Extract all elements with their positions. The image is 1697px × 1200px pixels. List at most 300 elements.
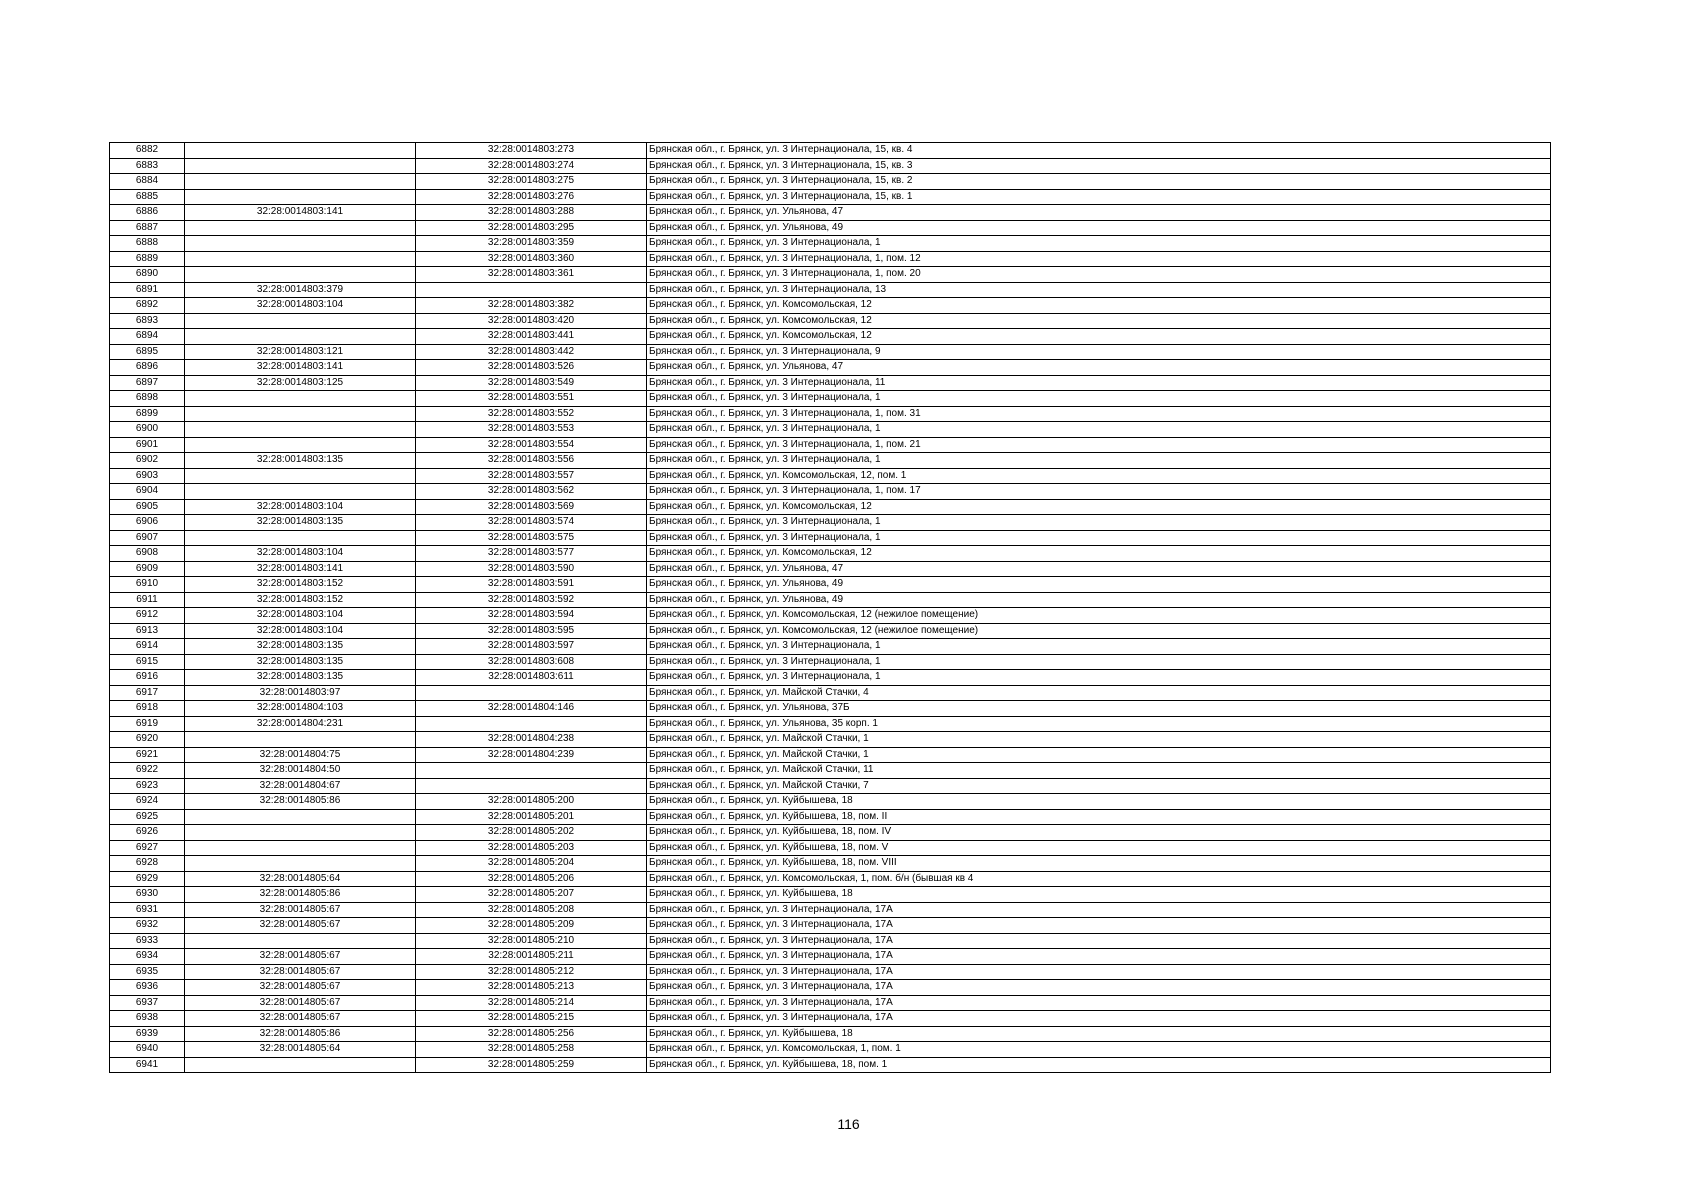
- row-number-cell: 6941: [110, 1057, 185, 1073]
- row-number-cell: 6894: [110, 329, 185, 345]
- row-number-cell: 6885: [110, 189, 185, 205]
- cadastral-number-cell: 32:28:0014803:592: [416, 592, 647, 608]
- row-number-cell: 6896: [110, 360, 185, 376]
- table-row: [110, 174, 1551, 190]
- row-number-cell: 6887: [110, 220, 185, 236]
- table-row: [110, 608, 1551, 624]
- parent-cadastral-cell: [185, 825, 416, 841]
- cadastral-number-cell: 32:28:0014803:552: [416, 406, 647, 422]
- row-number-cell: 6915: [110, 654, 185, 670]
- cadastral-number-cell: 32:28:0014803:275: [416, 174, 647, 190]
- address-cell: Брянская обл., г. Брянск, ул. Комсомольская, 12 (нежилое помещение): [647, 608, 1551, 624]
- row-number-cell: 6900: [110, 422, 185, 438]
- table-row: [110, 406, 1551, 422]
- row-number-cell: 6916: [110, 670, 185, 686]
- parent-cadastral-cell: 32:28:0014803:97: [185, 685, 416, 701]
- parent-cadastral-cell: 32:28:0014803:104: [185, 623, 416, 639]
- cadastral-number-cell: 32:28:0014805:215: [416, 1011, 647, 1027]
- cadastral-number-cell: 32:28:0014805:258: [416, 1042, 647, 1058]
- row-number-cell: 6927: [110, 840, 185, 856]
- table-row: [110, 1011, 1551, 1027]
- table-row: [110, 546, 1551, 562]
- row-number-cell: 6901: [110, 437, 185, 453]
- address-cell: Брянская обл., г. Брянск, ул. Майской Стачки, 11: [647, 763, 1551, 779]
- table-row: [110, 654, 1551, 670]
- address-cell: Брянская обл., г. Брянск, ул. 3 Интернационала, 15, кв. 4: [647, 143, 1551, 159]
- row-number-cell: 6934: [110, 949, 185, 965]
- row-number-cell: 6883: [110, 158, 185, 174]
- address-cell: Брянская обл., г. Брянск, ул. 3 Интернационала, 15, кв. 2: [647, 174, 1551, 190]
- address-cell: Брянская обл., г. Брянск, ул. 3 Интернационала, 15, кв. 1: [647, 189, 1551, 205]
- row-number-cell: 6918: [110, 701, 185, 717]
- parent-cadastral-cell: [185, 1057, 416, 1073]
- address-cell: Брянская обл., г. Брянск, ул. 3 Интернационала, 17А: [647, 933, 1551, 949]
- row-number-cell: 6931: [110, 902, 185, 918]
- row-number-cell: 6884: [110, 174, 185, 190]
- address-cell: Брянская обл., г. Брянск, ул. Майской Стачки, 4: [647, 685, 1551, 701]
- cadastral-number-cell: 32:28:0014803:549: [416, 375, 647, 391]
- page-number: 116: [837, 1116, 860, 1132]
- address-cell: Брянская обл., г. Брянск, ул. 3 Интернационала, 1: [647, 654, 1551, 670]
- parent-cadastral-cell: [185, 840, 416, 856]
- parent-cadastral-cell: [185, 391, 416, 407]
- cadastral-number-cell: 32:28:0014805:256: [416, 1026, 647, 1042]
- row-number-cell: 6940: [110, 1042, 185, 1058]
- address-cell: Брянская обл., г. Брянск, ул. Майской Стачки, 1: [647, 747, 1551, 763]
- table-row: [110, 670, 1551, 686]
- parent-cadastral-cell: 32:28:0014804:67: [185, 778, 416, 794]
- table-row: [110, 856, 1551, 872]
- table-row: [110, 468, 1551, 484]
- cadastral-number-cell: 32:28:0014803:361: [416, 267, 647, 283]
- parent-cadastral-cell: 32:28:0014803:152: [185, 592, 416, 608]
- row-number-cell: 6936: [110, 980, 185, 996]
- cadastral-number-cell: 32:28:0014803:360: [416, 251, 647, 267]
- parent-cadastral-cell: 32:28:0014805:86: [185, 887, 416, 903]
- cadastral-number-cell: 32:28:0014803:554: [416, 437, 647, 453]
- parent-cadastral-cell: 32:28:0014803:141: [185, 205, 416, 221]
- table-row: [110, 484, 1551, 500]
- cadastral-number-cell: 32:28:0014803:553: [416, 422, 647, 438]
- parent-cadastral-cell: 32:28:0014803:125: [185, 375, 416, 391]
- cadastral-number-cell: 32:28:0014803:556: [416, 453, 647, 469]
- table-row: [110, 732, 1551, 748]
- address-cell: Брянская обл., г. Брянск, ул. Куйбышева, 18: [647, 887, 1551, 903]
- parent-cadastral-cell: [185, 329, 416, 345]
- cadastral-number-cell: 32:28:0014805:214: [416, 995, 647, 1011]
- row-number-cell: 6882: [110, 143, 185, 159]
- row-number-cell: 6939: [110, 1026, 185, 1042]
- table-row: [110, 639, 1551, 655]
- table-row: [110, 360, 1551, 376]
- parent-cadastral-cell: 32:28:0014804:75: [185, 747, 416, 763]
- table-row: [110, 716, 1551, 732]
- table-row: [110, 825, 1551, 841]
- row-number-cell: 6906: [110, 515, 185, 531]
- parent-cadastral-cell: [185, 422, 416, 438]
- row-number-cell: 6891: [110, 282, 185, 298]
- cadastral-number-cell: 32:28:0014803:595: [416, 623, 647, 639]
- parent-cadastral-cell: 32:28:0014803:135: [185, 515, 416, 531]
- row-number-cell: 6938: [110, 1011, 185, 1027]
- row-number-cell: 6922: [110, 763, 185, 779]
- row-number-cell: 6899: [110, 406, 185, 422]
- row-number-cell: 6889: [110, 251, 185, 267]
- cadastral-number-cell: 32:28:0014805:210: [416, 933, 647, 949]
- parent-cadastral-cell: 32:28:0014803:141: [185, 561, 416, 577]
- parent-cadastral-cell: [185, 143, 416, 159]
- table-row: [110, 375, 1551, 391]
- table-row: [110, 887, 1551, 903]
- address-cell: Брянская обл., г. Брянск, ул. Комсомольская, 12 (нежилое помещение): [647, 623, 1551, 639]
- cadastral-number-cell: 32:28:0014805:209: [416, 918, 647, 934]
- address-cell: Брянская обл., г. Брянск, ул. 3 Интернационала, 1, пом. 21: [647, 437, 1551, 453]
- row-number-cell: 6911: [110, 592, 185, 608]
- address-cell: Брянская обл., г. Брянск, ул. Куйбышева, 18, пом. 1: [647, 1057, 1551, 1073]
- cadastral-number-cell: 32:28:0014803:597: [416, 639, 647, 655]
- parent-cadastral-cell: [185, 220, 416, 236]
- row-number-cell: 6890: [110, 267, 185, 283]
- address-cell: Брянская обл., г. Брянск, ул. 3 Интернационала, 11: [647, 375, 1551, 391]
- row-number-cell: 6905: [110, 499, 185, 515]
- parent-cadastral-cell: [185, 189, 416, 205]
- address-cell: Брянская обл., г. Брянск, ул. 3 Интернационала, 1, пом. 17: [647, 484, 1551, 500]
- row-number-cell: 6932: [110, 918, 185, 934]
- row-number-cell: 6892: [110, 298, 185, 314]
- table-row: [110, 933, 1551, 949]
- table-row: [110, 949, 1551, 965]
- cadastral-number-cell: 32:28:0014804:146: [416, 701, 647, 717]
- address-cell: Брянская обл., г. Брянск, ул. Комсомольская, 12: [647, 313, 1551, 329]
- row-number-cell: 6913: [110, 623, 185, 639]
- address-cell: Брянская обл., г. Брянск, ул. 3 Интернационала, 1: [647, 515, 1551, 531]
- address-cell: Брянская обл., г. Брянск, ул. 3 Интернационала, 17А: [647, 1011, 1551, 1027]
- cadastral-number-cell: [416, 685, 647, 701]
- parent-cadastral-cell: 32:28:0014803:135: [185, 654, 416, 670]
- cadastral-number-cell: 32:28:0014805:208: [416, 902, 647, 918]
- row-number-cell: 6886: [110, 205, 185, 221]
- cadastral-number-cell: 32:28:0014803:359: [416, 236, 647, 252]
- cadastral-number-cell: 32:28:0014805:259: [416, 1057, 647, 1073]
- cadastral-number-cell: 32:28:0014803:526: [416, 360, 647, 376]
- address-cell: Брянская обл., г. Брянск, ул. Комсомольская, 12: [647, 546, 1551, 562]
- table-row: [110, 267, 1551, 283]
- cadastral-number-cell: 32:28:0014804:239: [416, 747, 647, 763]
- cadastral-number-cell: [416, 282, 647, 298]
- cadastral-number-cell: 32:28:0014803:562: [416, 484, 647, 500]
- parent-cadastral-cell: [185, 267, 416, 283]
- row-number-cell: 6924: [110, 794, 185, 810]
- row-number-cell: 6914: [110, 639, 185, 655]
- cadastral-number-cell: 32:28:0014803:557: [416, 468, 647, 484]
- table-row: [110, 422, 1551, 438]
- cadastral-number-cell: 32:28:0014805:204: [416, 856, 647, 872]
- row-number-cell: 6921: [110, 747, 185, 763]
- parent-cadastral-cell: [185, 406, 416, 422]
- row-number-cell: 6937: [110, 995, 185, 1011]
- address-cell: Брянская обл., г. Брянск, ул. Ульянова, 47: [647, 561, 1551, 577]
- cadastral-number-cell: 32:28:0014803:575: [416, 530, 647, 546]
- cadastral-number-cell: 32:28:0014803:288: [416, 205, 647, 221]
- cadastral-number-cell: 32:28:0014803:611: [416, 670, 647, 686]
- row-number-cell: 6908: [110, 546, 185, 562]
- parent-cadastral-cell: 32:28:0014803:121: [185, 344, 416, 360]
- parent-cadastral-cell: [185, 530, 416, 546]
- row-number-cell: 6898: [110, 391, 185, 407]
- address-cell: Брянская обл., г. Брянск, ул. 3 Интернационала, 1, пом. 12: [647, 251, 1551, 267]
- parent-cadastral-cell: 32:28:0014805:64: [185, 1042, 416, 1058]
- address-cell: Брянская обл., г. Брянск, ул. Ульянова, 49: [647, 220, 1551, 236]
- parent-cadastral-cell: 32:28:0014803:152: [185, 577, 416, 593]
- address-cell: Брянская обл., г. Брянск, ул. Ульянова, 49: [647, 577, 1551, 593]
- parent-cadastral-cell: [185, 933, 416, 949]
- address-cell: Брянская обл., г. Брянск, ул. 3 Интернационала, 13: [647, 282, 1551, 298]
- row-number-cell: 6920: [110, 732, 185, 748]
- table-row: [110, 143, 1551, 159]
- row-number-cell: 6930: [110, 887, 185, 903]
- table-row: [110, 840, 1551, 856]
- table-row: [110, 1042, 1551, 1058]
- row-number-cell: 6893: [110, 313, 185, 329]
- row-number-cell: 6933: [110, 933, 185, 949]
- cadastral-number-cell: 32:28:0014805:200: [416, 794, 647, 810]
- parent-cadastral-cell: [185, 468, 416, 484]
- address-cell: Брянская обл., г. Брянск, ул. 3 Интернационала, 15, кв. 3: [647, 158, 1551, 174]
- table-row: [110, 995, 1551, 1011]
- cadastral-number-cell: [416, 763, 647, 779]
- cadastral-number-cell: 32:28:0014803:273: [416, 143, 647, 159]
- parent-cadastral-cell: [185, 313, 416, 329]
- table-row: [110, 1026, 1551, 1042]
- table-row: [110, 577, 1551, 593]
- address-cell: Брянская обл., г. Брянск, ул. 3 Интернационала, 1: [647, 530, 1551, 546]
- parent-cadastral-cell: 32:28:0014804:103: [185, 701, 416, 717]
- row-number-cell: 6910: [110, 577, 185, 593]
- table-row: [110, 189, 1551, 205]
- parent-cadastral-cell: [185, 732, 416, 748]
- table-row: [110, 313, 1551, 329]
- cadastral-number-cell: 32:28:0014803:569: [416, 499, 647, 515]
- row-number-cell: 6895: [110, 344, 185, 360]
- address-cell: Брянская обл., г. Брянск, ул. Комсомольская, 12: [647, 499, 1551, 515]
- address-cell: Брянская обл., г. Брянск, ул. Комсомольская, 1, пом. 1: [647, 1042, 1551, 1058]
- row-number-cell: 6907: [110, 530, 185, 546]
- address-cell: Брянская обл., г. Брянск, ул. Куйбышева, 18: [647, 794, 1551, 810]
- row-number-cell: 6912: [110, 608, 185, 624]
- cadastral-number-cell: 32:28:0014803:577: [416, 546, 647, 562]
- address-cell: Брянская обл., г. Брянск, ул. Ульянова, 47: [647, 205, 1551, 221]
- address-cell: Брянская обл., г. Брянск, ул. 3 Интернационала, 1: [647, 670, 1551, 686]
- address-cell: Брянская обл., г. Брянск, ул. 3 Интернационала, 17А: [647, 995, 1551, 1011]
- address-cell: Брянская обл., г. Брянск, ул. 3 Интернационала, 17А: [647, 918, 1551, 934]
- parent-cadastral-cell: [185, 437, 416, 453]
- table-row: [110, 980, 1551, 996]
- cadastral-number-cell: [416, 716, 647, 732]
- address-cell: Брянская обл., г. Брянск, ул. 3 Интернационала, 1: [647, 639, 1551, 655]
- table-row: [110, 871, 1551, 887]
- parent-cadastral-cell: [185, 856, 416, 872]
- row-number-cell: 6929: [110, 871, 185, 887]
- table-row: [110, 158, 1551, 174]
- address-cell: Брянская обл., г. Брянск, ул. Куйбышева, 18, пом. VIII: [647, 856, 1551, 872]
- row-number-cell: 6897: [110, 375, 185, 391]
- parent-cadastral-cell: 32:28:0014805:86: [185, 1026, 416, 1042]
- parent-cadastral-cell: 32:28:0014805:67: [185, 964, 416, 980]
- address-cell: Брянская обл., г. Брянск, ул. Комсомольская, 12, пом. 1: [647, 468, 1551, 484]
- parent-cadastral-cell: 32:28:0014803:135: [185, 639, 416, 655]
- parent-cadastral-cell: 32:28:0014805:67: [185, 980, 416, 996]
- row-number-cell: 6903: [110, 468, 185, 484]
- parent-cadastral-cell: 32:28:0014805:67: [185, 995, 416, 1011]
- parent-cadastral-cell: 32:28:0014803:135: [185, 453, 416, 469]
- table-row: [110, 964, 1551, 980]
- address-cell: Брянская обл., г. Брянск, ул. 3 Интернационала, 17А: [647, 964, 1551, 980]
- parent-cadastral-cell: [185, 174, 416, 190]
- table-row: [110, 329, 1551, 345]
- table-row: [110, 1057, 1551, 1073]
- row-number-cell: 6919: [110, 716, 185, 732]
- cadastral-number-cell: 32:28:0014803:590: [416, 561, 647, 577]
- row-number-cell: 6925: [110, 809, 185, 825]
- parent-cadastral-cell: 32:28:0014803:379: [185, 282, 416, 298]
- cadastral-number-cell: 32:28:0014803:441: [416, 329, 647, 345]
- cadastral-number-cell: 32:28:0014805:202: [416, 825, 647, 841]
- address-cell: Брянская обл., г. Брянск, ул. Куйбышева, 18, пом. V: [647, 840, 1551, 856]
- cadastral-number-cell: 32:28:0014805:203: [416, 840, 647, 856]
- address-cell: Брянская обл., г. Брянск, ул. 3 Интернационала, 1, пом. 20: [647, 267, 1551, 283]
- parent-cadastral-cell: [185, 809, 416, 825]
- table-row: [110, 902, 1551, 918]
- parent-cadastral-cell: [185, 158, 416, 174]
- row-number-cell: 6902: [110, 453, 185, 469]
- row-number-cell: 6926: [110, 825, 185, 841]
- address-cell: Брянская обл., г. Брянск, ул. Ульянова, 47: [647, 360, 1551, 376]
- address-cell: Брянская обл., г. Брянск, ул. Майской Стачки, 1: [647, 732, 1551, 748]
- table-row: [110, 778, 1551, 794]
- table-row: [110, 437, 1551, 453]
- cadastral-number-cell: 32:28:0014803:274: [416, 158, 647, 174]
- parent-cadastral-cell: 32:28:0014803:104: [185, 298, 416, 314]
- address-cell: Брянская обл., г. Брянск, ул. 3 Интернационала, 9: [647, 344, 1551, 360]
- table-row: [110, 220, 1551, 236]
- cadastral-number-cell: 32:28:0014804:238: [416, 732, 647, 748]
- cadastral-number-cell: 32:28:0014803:608: [416, 654, 647, 670]
- cadastral-number-cell: [416, 778, 647, 794]
- cadastral-number-cell: 32:28:0014805:207: [416, 887, 647, 903]
- row-number-cell: 6928: [110, 856, 185, 872]
- address-cell: Брянская обл., г. Брянск, ул. Комсомольская, 12: [647, 298, 1551, 314]
- address-cell: Брянская обл., г. Брянск, ул. Куйбышева, 18: [647, 1026, 1551, 1042]
- parent-cadastral-cell: [185, 236, 416, 252]
- address-cell: Брянская обл., г. Брянск, ул. 3 Интернационала, 17А: [647, 902, 1551, 918]
- table-row: [110, 747, 1551, 763]
- table-row: [110, 344, 1551, 360]
- table-row: [110, 592, 1551, 608]
- parent-cadastral-cell: [185, 484, 416, 500]
- cadastral-number-cell: 32:28:0014805:206: [416, 871, 647, 887]
- row-number-cell: 6888: [110, 236, 185, 252]
- cadastral-number-cell: 32:28:0014803:276: [416, 189, 647, 205]
- row-number-cell: 6909: [110, 561, 185, 577]
- cadastral-number-cell: 32:28:0014803:382: [416, 298, 647, 314]
- cadastral-number-cell: 32:28:0014803:594: [416, 608, 647, 624]
- table-row: [110, 298, 1551, 314]
- parent-cadastral-cell: 32:28:0014805:86: [185, 794, 416, 810]
- cadastral-number-cell: 32:28:0014805:212: [416, 964, 647, 980]
- address-cell: Брянская обл., г. Брянск, ул. 3 Интернационала, 17А: [647, 980, 1551, 996]
- parent-cadastral-cell: 32:28:0014804:50: [185, 763, 416, 779]
- table-row: [110, 251, 1551, 267]
- row-number-cell: 6935: [110, 964, 185, 980]
- address-cell: Брянская обл., г. Брянск, ул. Комсомольская, 1, пом. б/н (бывшая кв 4: [647, 871, 1551, 887]
- table-row: [110, 809, 1551, 825]
- table-row: [110, 530, 1551, 546]
- parent-cadastral-cell: 32:28:0014804:231: [185, 716, 416, 732]
- table-row: [110, 282, 1551, 298]
- address-cell: Брянская обл., г. Брянск, ул. Комсомольская, 12: [647, 329, 1551, 345]
- row-number-cell: 6917: [110, 685, 185, 701]
- address-cell: Брянская обл., г. Брянск, ул. Майской Стачки, 7: [647, 778, 1551, 794]
- address-cell: Брянская обл., г. Брянск, ул. Ульянова, 35 корп. 1: [647, 716, 1551, 732]
- address-cell: Брянская обл., г. Брянск, ул. Куйбышева, 18, пом. IV: [647, 825, 1551, 841]
- address-cell: Брянская обл., г. Брянск, ул. Ульянова, 49: [647, 592, 1551, 608]
- cadastral-number-cell: 32:28:0014803:420: [416, 313, 647, 329]
- parent-cadastral-cell: 32:28:0014803:135: [185, 670, 416, 686]
- cadastral-number-cell: 32:28:0014805:201: [416, 809, 647, 825]
- table-row: [110, 515, 1551, 531]
- address-cell: Брянская обл., г. Брянск, ул. Куйбышева, 18, пом. II: [647, 809, 1551, 825]
- cadastral-number-cell: 32:28:0014803:295: [416, 220, 647, 236]
- parent-cadastral-cell: 32:28:0014805:67: [185, 918, 416, 934]
- table-row: [110, 623, 1551, 639]
- table-row: [110, 236, 1551, 252]
- cadastral-number-cell: 32:28:0014803:442: [416, 344, 647, 360]
- table-row: [110, 763, 1551, 779]
- table-row: [110, 205, 1551, 221]
- parent-cadastral-cell: 32:28:0014805:67: [185, 1011, 416, 1027]
- address-cell: Брянская обл., г. Брянск, ул. 3 Интернационала, 17А: [647, 949, 1551, 965]
- cadastral-number-cell: 32:28:0014803:591: [416, 577, 647, 593]
- row-number-cell: 6904: [110, 484, 185, 500]
- cadastral-number-cell: 32:28:0014805:211: [416, 949, 647, 965]
- parent-cadastral-cell: [185, 251, 416, 267]
- property-table: [109, 142, 1551, 1073]
- address-cell: Брянская обл., г. Брянск, ул. 3 Интернационала, 1: [647, 453, 1551, 469]
- row-number-cell: 6923: [110, 778, 185, 794]
- table-row: [110, 499, 1551, 515]
- address-cell: Брянская обл., г. Брянск, ул. 3 Интернационала, 1: [647, 422, 1551, 438]
- table-row: [110, 918, 1551, 934]
- parent-cadastral-cell: 32:28:0014803:104: [185, 608, 416, 624]
- table-row: [110, 685, 1551, 701]
- parent-cadastral-cell: 32:28:0014805:67: [185, 902, 416, 918]
- table-row: [110, 794, 1551, 810]
- cadastral-number-cell: 32:28:0014805:213: [416, 980, 647, 996]
- table-row: [110, 391, 1551, 407]
- parent-cadastral-cell: 32:28:0014805:64: [185, 871, 416, 887]
- address-cell: Брянская обл., г. Брянск, ул. 3 Интернационала, 1: [647, 236, 1551, 252]
- table-row: [110, 701, 1551, 717]
- table-row: [110, 453, 1551, 469]
- cadastral-number-cell: 32:28:0014803:551: [416, 391, 647, 407]
- table-body: [110, 143, 1551, 1073]
- address-cell: Брянская обл., г. Брянск, ул. Ульянова, 37Б: [647, 701, 1551, 717]
- address-cell: Брянская обл., г. Брянск, ул. 3 Интернационала, 1: [647, 391, 1551, 407]
- parent-cadastral-cell: 32:28:0014803:104: [185, 499, 416, 515]
- parent-cadastral-cell: 32:28:0014805:67: [185, 949, 416, 965]
- cadastral-number-cell: 32:28:0014803:574: [416, 515, 647, 531]
- address-cell: Брянская обл., г. Брянск, ул. 3 Интернационала, 1, пом. 31: [647, 406, 1551, 422]
